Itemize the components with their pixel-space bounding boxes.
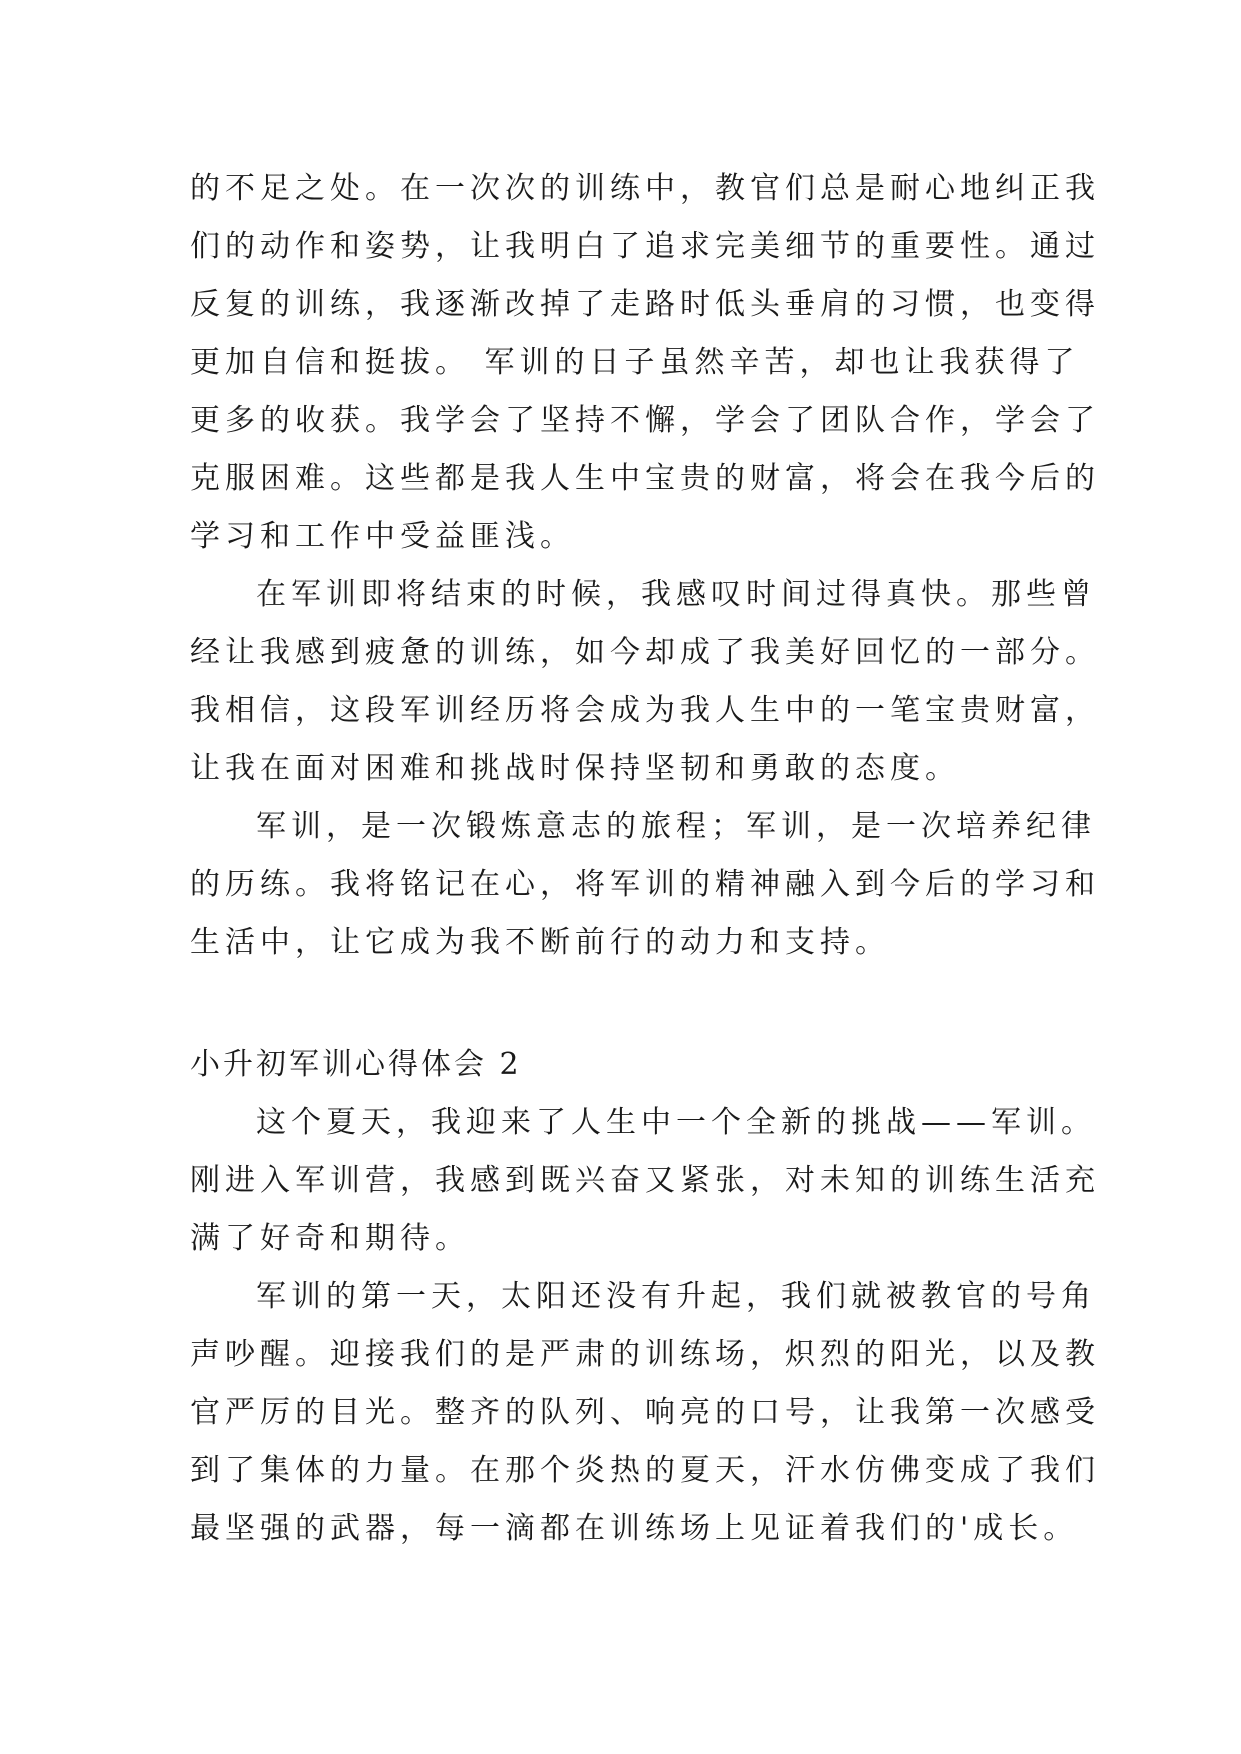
text-line: 到了集体的力量。在那个炎热的夏天，汗水仿佛变成了我们 <box>190 1453 1100 1488</box>
text-line: 这个夏天，我迎来了人生中一个全新的挑战——军训。 <box>256 1105 1096 1140</box>
paragraph <box>190 566 1100 798</box>
text-line: 刚进入军训营，我感到既兴奋又紧张，对未知的训练生活充 <box>190 1163 1100 1198</box>
text-line: 生活中，让它成为我不断前行的动力和支持。 <box>190 925 890 960</box>
paragraph <box>190 1268 1100 1558</box>
text-line: 军训的第一天，太阳还没有升起，我们就被教官的号角 <box>256 1279 1096 1314</box>
text-line: 的不足之处。在一次次的训练中，教官们总是耐心地纠正我 <box>190 171 1100 206</box>
text-line: 更加自信和挺拔。 军训的日子虽然辛苦，却也让我获得了 <box>190 345 1080 380</box>
section-gap <box>190 972 1070 1036</box>
text-line: 我相信，这段军训经历将会成为我人生中的一笔宝贵财富， <box>190 693 1100 728</box>
text-line: 官严厉的目光。整齐的队列、响亮的口号，让我第一次感受 <box>190 1395 1100 1430</box>
paragraph <box>190 160 1100 566</box>
text-line: 在军训即将结束的时候，我感叹时间过得真快。那些曾 <box>256 577 1096 612</box>
text-line: 反复的训练，我逐渐改掉了走路时低头垂肩的习惯，也变得 <box>190 287 1100 322</box>
text-line: 声吵醒。迎接我们的是严肃的训练场，炽烈的阳光，以及教 <box>190 1337 1100 1372</box>
text-line: 经让我感到疲惫的训练，如今却成了我美好回忆的一部分。 <box>190 635 1100 670</box>
paragraph <box>190 1094 1100 1268</box>
text-line: 们的动作和姿势，让我明白了追求完美细节的重要性。通过 <box>190 229 1100 264</box>
text-line: 满了好奇和期待。 <box>190 1221 470 1256</box>
text-line: 更多的收获。我学会了坚持不懈，学会了团队合作，学会了 <box>190 403 1100 438</box>
text-line: 学习和工作中受益匪浅。 <box>190 519 575 554</box>
text-line: 的历练。我将铭记在心，将军训的精神融入到今后的学习和 <box>190 867 1100 902</box>
paragraph <box>190 798 1100 972</box>
text-line: 让我在面对困难和挑战时保持坚韧和勇敢的态度。 <box>190 751 960 786</box>
text-line: 最坚强的武器，每一滴都在训练场上见证着我们的'成长。 <box>190 1511 1079 1546</box>
text-line: 军训，是一次锻炼意志的旅程；军训，是一次培养纪律 <box>256 809 1096 844</box>
section-title: 小升初军训心得体会 2 <box>190 1047 522 1082</box>
text-line: 克服困难。这些都是我人生中宝贵的财富，将会在我今后的 <box>190 461 1100 496</box>
document-page <box>190 160 1100 1558</box>
